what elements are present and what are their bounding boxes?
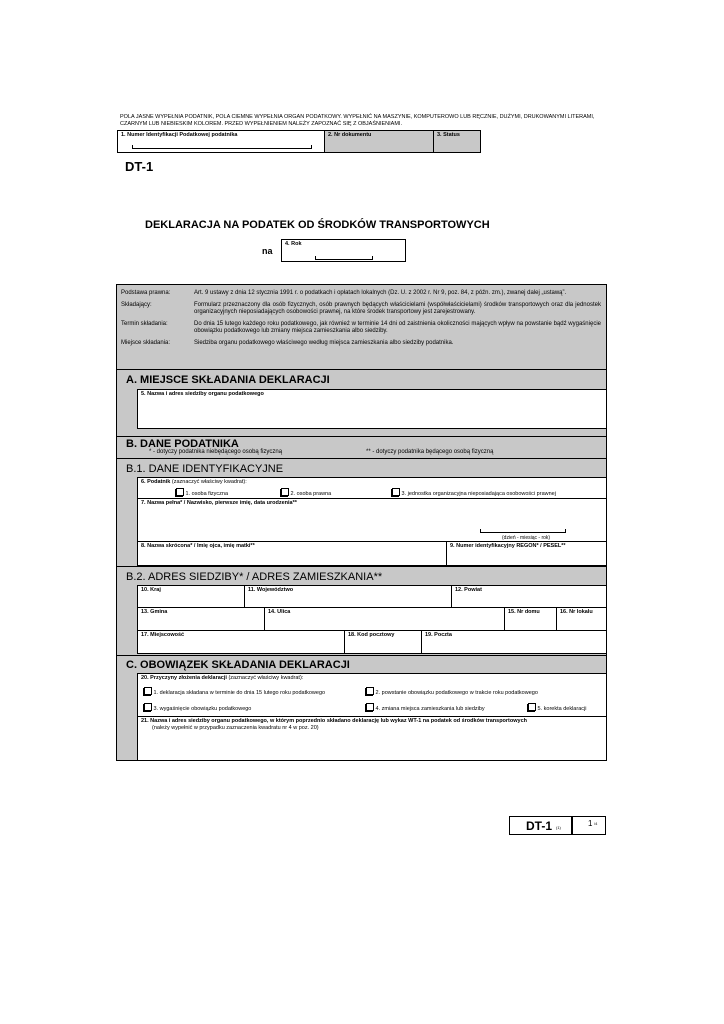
doc-number-label: 2. Nr dokumentu (328, 132, 372, 138)
voivodeship-label: 11. Województwo (248, 587, 294, 593)
legal-basis-label: Podstawa prawna: (121, 290, 171, 296)
reason-2[interactable] (366, 687, 538, 696)
field20-rest: (zaznaczyć właściwy kwadrat): (228, 675, 304, 681)
street-label: 14. Ulica (268, 609, 291, 615)
reason-4[interactable] (366, 703, 485, 712)
full-name-field[interactable] (137, 498, 607, 542)
regon-pesel-field[interactable] (446, 541, 607, 566)
b2-title: B.2. ADRES SIEDZIBY* / ADRES ZAMIESZKANIA** (126, 571, 383, 583)
post-office-field[interactable] (421, 630, 607, 654)
legal-basis-text: Art. 9 ustawy z dnia 12 stycznia 1991 r. o podatkach i opłatach lokalnych (Dz. U. z 2002 r. Nr 9, poz. 84, z późn. zm.), zwanej dalej „ustawą”. (194, 290, 567, 296)
submitter-text: Formularz przeznaczony dla osób fizycznych, osób prawnych będących właścicielami (współwłaścicielami) środków transportowych oraz dla jednostek organizacyjnych nieposiadających osobowości prawnej, na które środek transportowy jest zarejestrowany. (194, 302, 601, 315)
field6-label (141, 479, 247, 485)
note-legal-entity: * - dotyczy podatnika niebędącego osobą fizyczną (149, 449, 283, 455)
apartment-number-field[interactable] (556, 607, 607, 631)
country-field[interactable] (137, 585, 245, 608)
legal-basis-row (121, 290, 601, 297)
reason-3[interactable] (144, 703, 251, 712)
city-label: 17. Miejscowość (141, 632, 185, 638)
checkbox-icon[interactable] (144, 687, 152, 695)
doc-number-field (325, 131, 434, 152)
checkbox-icon[interactable] (281, 488, 289, 496)
reason-2-label: 2. powstanie obowiązku podatkowego w trakcie roku podatkowego (375, 690, 538, 696)
house-number-label: 15. Nr domu (508, 609, 540, 615)
option-legal-person-label: 2. osoba prawna (290, 491, 332, 497)
municipality-label: 13. Gmina (141, 609, 168, 615)
field5-label: 5. Nazwa i adres siedziby organu podatkowego (141, 391, 264, 397)
street-field[interactable] (264, 607, 505, 631)
divider (116, 566, 607, 567)
deadline-row (121, 321, 601, 335)
form-title: DEKLARACJA NA PODATEK OD ŚRODKÓW TRANSPORTOWYCH (145, 219, 490, 231)
legal-block (121, 290, 601, 347)
nip-field[interactable] (118, 131, 325, 152)
footer-code: DT-1 (526, 819, 553, 833)
checkbox-icon[interactable] (528, 703, 536, 711)
divider (116, 369, 607, 370)
taxpayer-type-field (137, 477, 607, 499)
field6-bold: 6. Podatnik (141, 479, 171, 485)
deadline-text: Do dnia 15 lutego każdego roku podatkowego, jak również w terminie 14 dni od zaistnienia okoliczności mających wpływ na powstanie bądź wygaśnięcie obowiązku podatkowego lub zmiany miejsca zamieszkania albo siedziby. (194, 321, 601, 334)
status-label: 3. Status (437, 132, 460, 138)
checkbox-icon[interactable] (366, 687, 374, 695)
date-hint: (dzień - miesiąc - rok) (502, 535, 551, 541)
section-c-title: C. OBOWIĄZEK SKŁADANIA DEKLARACJI (126, 659, 350, 671)
field20-bold: 20. Przyczyny złożenia deklaracji (141, 675, 227, 681)
section-b-title: B. DANE PODATNIKA (126, 438, 239, 450)
year-label: 4. Rok (285, 241, 302, 247)
field21-label: 21. Nazwa i adres siedziby organu podatkowego, w którym poprzednio składano deklarację lub wykaz WT-1 na podatek od środków transportowych (141, 718, 528, 724)
checkbox-icon[interactable] (392, 488, 400, 496)
county-label: 12. Powiat (455, 587, 482, 593)
instructions-text: POLA JASNE WYPEŁNIA PODATNIK, POLA CIEMNE WYPEŁNIA ORGAN PODATKOWY. WYPEŁNIĆ NA MASZYNIE, KOMPUTEROWO LUB RĘCZNIE, DUŻYMI, DRUKOWANYMI LITERAMI, CZARNYM LUB NIEBIESKIM KOLOREM. PRZED WYPEŁNIENIEM NALEŻY ZAPOZNAĆ SIĘ Z OBJAŚNIENIAMI. (120, 114, 595, 127)
field9-label: 9. Numer identyfikacyjny REGON* / PESEL** (450, 543, 566, 549)
field8-label: 8. Nazwa skrócona* / Imię ojca, imię matki** (141, 543, 255, 549)
reason-4-label: 4. zmiana miejsca zamieszkania lub siedziby (375, 706, 485, 712)
reason-1-label: 1. deklaracja składana w terminie do dnia 15 lutego roku podatkowego (153, 690, 326, 696)
na-label: na (262, 246, 273, 256)
reason-5[interactable] (528, 703, 586, 712)
section-a-title: A. MIEJSCE SKŁADANIA DEKLARACJI (126, 374, 330, 386)
apartment-number-label: 16. Nr lokalu (560, 609, 593, 615)
submitter-label: Składający: (121, 302, 152, 308)
option-natural-person[interactable] (176, 488, 228, 497)
municipality-field[interactable] (137, 607, 265, 631)
footer-code-box (509, 816, 572, 835)
page-count: /4 (594, 821, 598, 826)
place-label: Miejsce składania: (121, 340, 171, 346)
field20-label (141, 675, 303, 681)
top-fields-row (117, 130, 481, 153)
divider (116, 458, 607, 459)
house-number-field[interactable] (504, 607, 557, 631)
post-office-label: 19. Poczta (425, 632, 452, 638)
option-natural-person-label: 1. osoba fizyczna (185, 491, 229, 497)
checkbox-icon[interactable] (176, 488, 184, 496)
nip-label: 1. Numer Identyfikacji Podatkowej podatnika (121, 132, 238, 138)
note-natural-person: ** - dotyczy podatnika będącego osobą fizyczną (366, 449, 494, 455)
country-label: 10. Kraj (141, 587, 161, 593)
form-code: DT-1 (125, 159, 154, 174)
birthdate-ticks (480, 529, 566, 533)
nip-digit-ticks (132, 145, 312, 149)
reason-3-label: 3. wygaśnięcie obowiązku podatkowego (153, 706, 252, 712)
place-row (121, 340, 601, 347)
submitter-row (121, 302, 601, 316)
postal-code-label: 18. Kod pocztowy (348, 632, 395, 638)
page-number: 1 (588, 819, 593, 828)
b1-title: B.1. DANE IDENTYFIKACYJNE (126, 463, 284, 475)
reasons-field (137, 673, 607, 717)
year-digit-ticks (315, 256, 373, 260)
tax-office-field[interactable] (137, 389, 607, 429)
divider (116, 655, 607, 656)
place-text: Siedziba organu podatkowego właściwego według miejsca zamieszkania albo siedziby podatnika. (194, 340, 454, 346)
deadline-label: Termin składania: (121, 321, 168, 327)
checkbox-icon[interactable] (144, 703, 152, 711)
footer-version: (1) (556, 825, 561, 830)
option-org-unit[interactable] (392, 488, 556, 497)
footer-page-box (572, 816, 606, 835)
voivodeship-field[interactable] (244, 585, 452, 608)
postal-code-field[interactable] (344, 630, 422, 654)
reason-5-label: 5. korekta deklaracji (537, 706, 587, 712)
field7-label: 7. Nazwa pełna* / Nazwisko, pierwsze imię, data urodzenia** (141, 500, 297, 506)
divider (116, 436, 607, 437)
year-field[interactable] (281, 239, 406, 262)
county-field[interactable] (451, 585, 607, 608)
reason-1[interactable] (144, 687, 325, 696)
previous-office-field[interactable] (137, 716, 607, 761)
option-org-unit-label: 3. jednostka organizacyjna nieposiadająca osobowości prawnej (401, 491, 556, 497)
option-legal-person[interactable] (281, 488, 331, 497)
short-name-field[interactable] (137, 541, 447, 566)
city-field[interactable] (137, 630, 345, 654)
field6-rest: (zaznaczyć właściwy kwadrat): (171, 479, 247, 485)
field21-note: (należy wypełnić w przypadku zaznaczenia kwadratu nr 4 w poz. 20) (152, 725, 319, 731)
status-field (434, 131, 480, 152)
checkbox-icon[interactable] (366, 703, 374, 711)
